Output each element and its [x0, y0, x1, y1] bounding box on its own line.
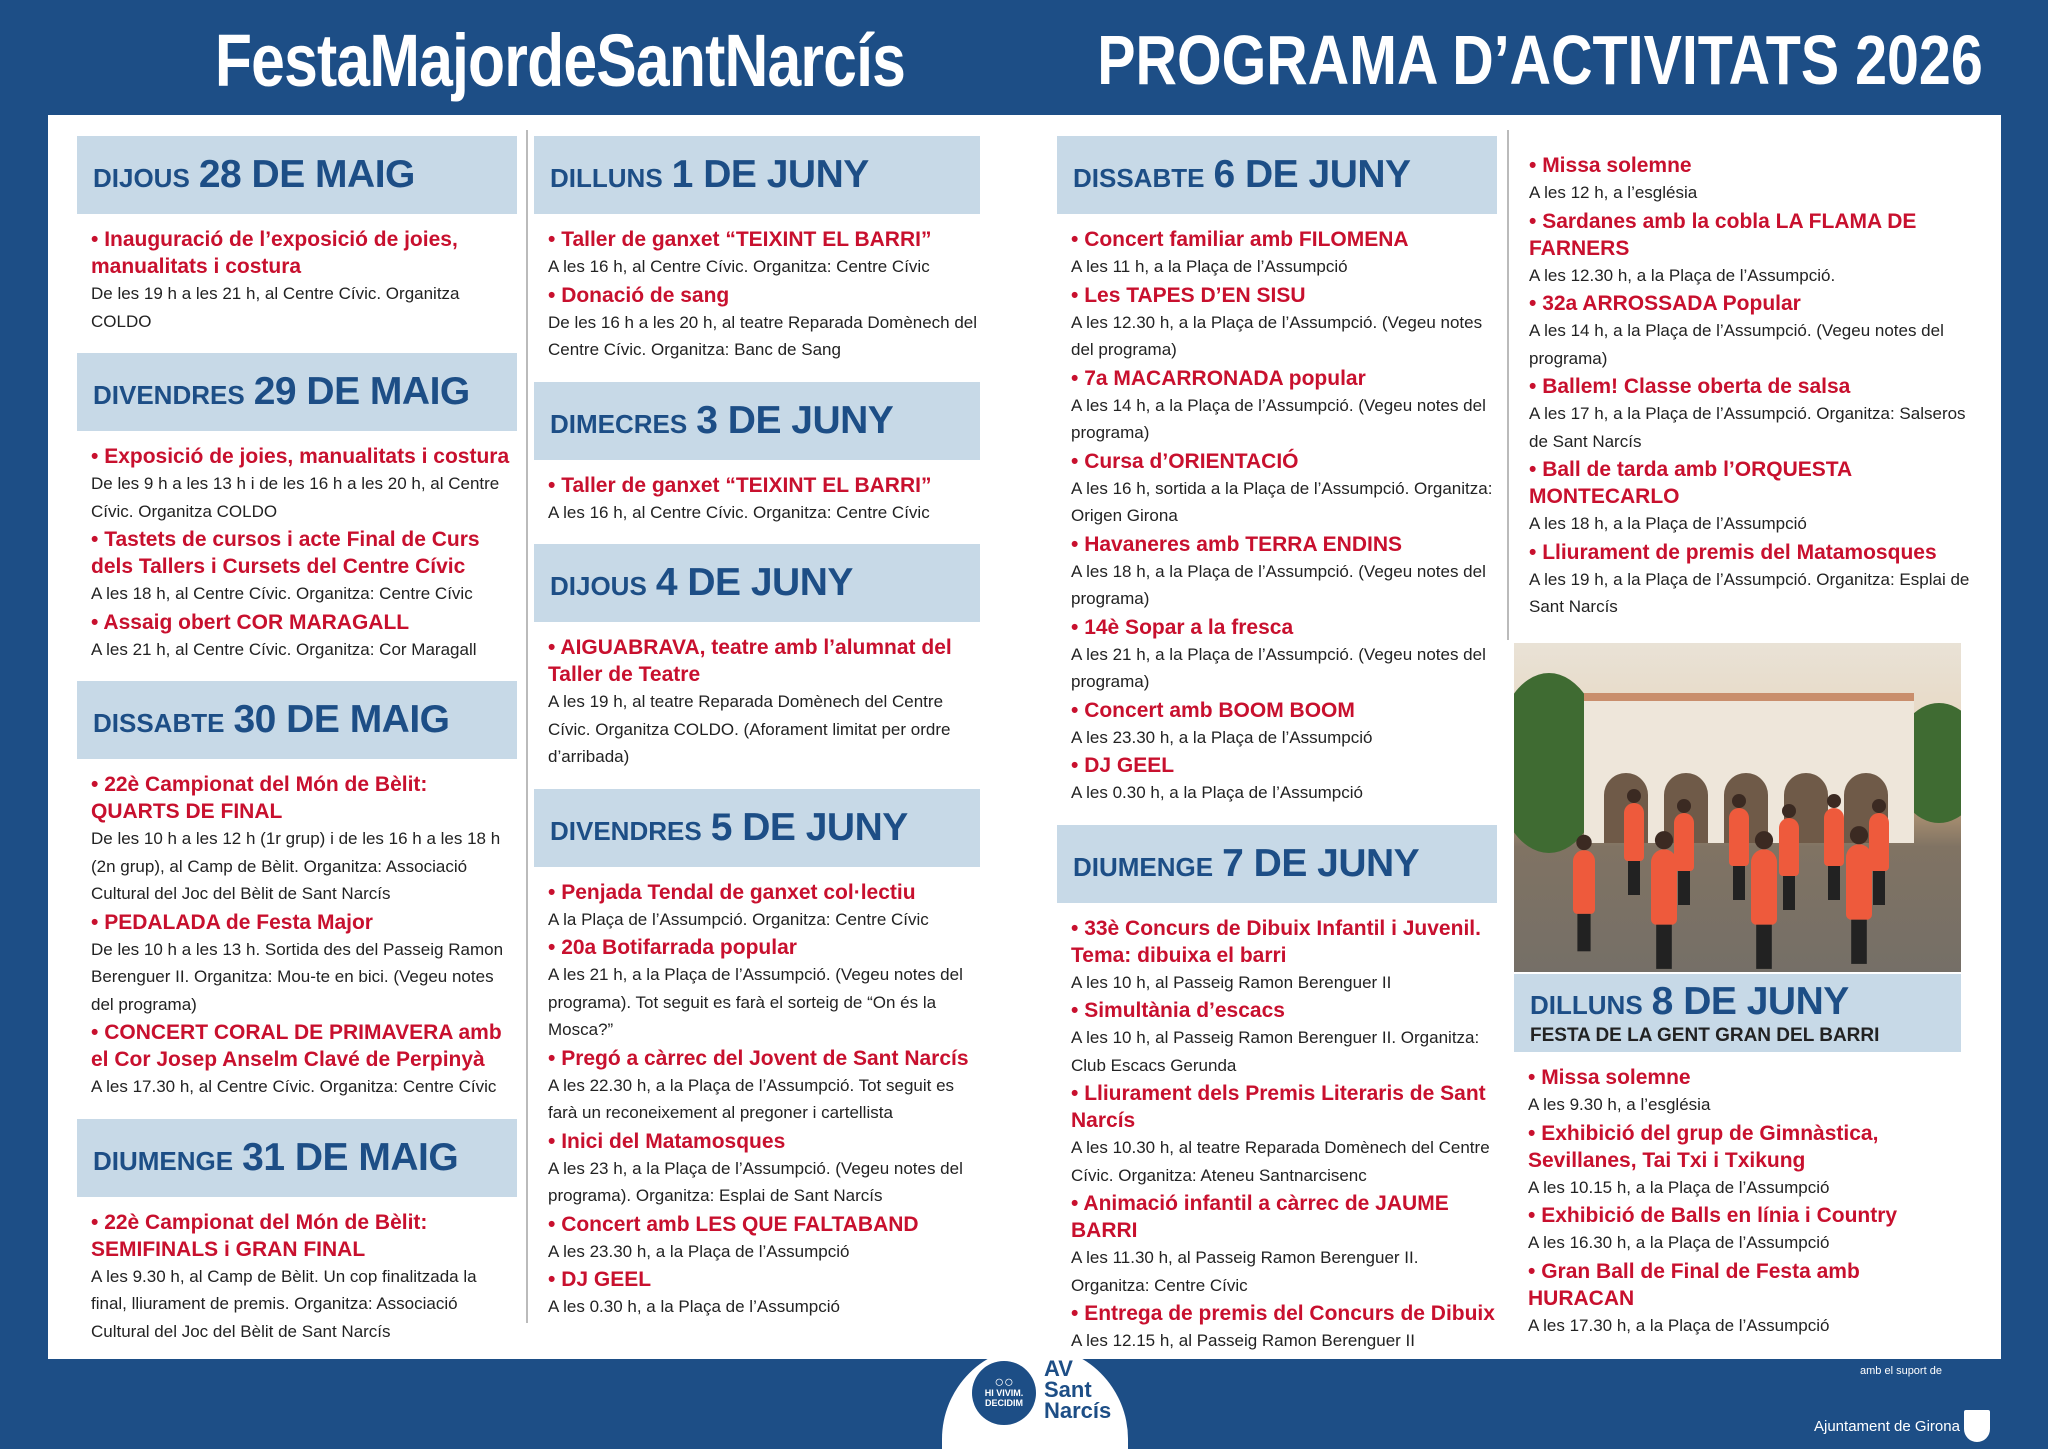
day-header-row [550, 806, 980, 850]
event-details: A les 0.30 h, a la Plaça de l’Assumpció [1071, 783, 1363, 802]
event-item [1529, 539, 1970, 621]
event-item [1071, 448, 1497, 530]
event-title: • DJ GEEL [548, 1266, 980, 1293]
event-details: A les 10 h, al Passeig Ramon Berenguer II [1071, 972, 1392, 992]
event-title: • Havaneres amb TERRA ENDINS [1071, 531, 1497, 558]
day-header-row [550, 561, 980, 605]
event-title: • AIGUABRAVA, teatre amb l’alumnat del Taller de Teatre [548, 634, 980, 688]
column-1 [77, 136, 517, 1363]
event-details: A les 14 h, a la Plaça de l’Assumpció. (Vegeu notes del programa) [1071, 395, 1486, 442]
event-item [548, 1211, 980, 1266]
event-title: • Animació infantil a càrrec de JAUME BARRI [1071, 1190, 1497, 1244]
event-title: • CONCERT CORAL DE PRIMAVERA amb el Cor Josep Anselm Clavé de Perpinyà [91, 1019, 517, 1073]
event-details: A les 12.30 h, a la Plaça de l’Assumpció. (Vegeu notes del programa) [1071, 312, 1483, 359]
day-header-row [93, 1136, 517, 1180]
date: 1 DE JUNY [671, 153, 869, 196]
event-details: A les 23.30 h, a la Plaça de l’Assumpció [548, 1241, 850, 1261]
event-details: A les 21 h, a la Plaça de l’Assumpció. (Vegeu notes del programa). Tot seguit es farà el sorteig de “On és la Mosca?” [548, 965, 963, 1039]
day-header [1057, 136, 1497, 214]
event-title: • Penjada Tendal de ganxet col·lectiu [548, 879, 980, 906]
weekday: DISSABTE [1073, 163, 1205, 193]
column-divider [526, 130, 528, 1323]
event-item [1071, 614, 1497, 696]
event-details: A les 17.30 h, a la Plaça de l’Assumpció [1528, 1315, 1830, 1335]
date: 6 DE JUNY [1213, 153, 1411, 196]
event-details: A les 11 h, a la Plaça de l’Assumpció [1071, 257, 1348, 276]
event-title: • Lliurament dels Premis Literaris de Sant Narcís [1071, 1080, 1497, 1134]
event-item [91, 1019, 517, 1101]
event-item [1528, 1064, 1961, 1119]
ajuntament-logo: Ajuntament de Girona [1814, 1410, 1990, 1442]
event-item [1529, 152, 1970, 207]
event-item [1529, 456, 1970, 538]
event-title: • PEDALADA de Festa Major [91, 909, 517, 936]
event-title: • Taller de ganxet “TEIXINT EL BARRI” [548, 472, 980, 499]
event-details: De les 16 h a les 20 h, al teatre Reparada Domènech del Centre Cívic. Organitza: Banc de Sang [548, 312, 978, 359]
event-title: • Inici del Matamosques [548, 1128, 980, 1155]
weekday: DIJOUS [550, 571, 647, 601]
weekday: DIMECRES [550, 408, 688, 439]
event-details: De les 10 h a les 12 h (1r grup) i de les 16 h a les 18 h (2n grup), al Camp de Bèlit. Organitza: Associació Cultural del Joc del Bèlit de Sant Narcís [91, 829, 501, 903]
event-title: • Donació de sang [548, 282, 980, 309]
event-title: • Concert familiar amb FILOMENA [1071, 226, 1497, 253]
day-header [534, 789, 980, 867]
weekday: DIUMENGE [93, 1145, 234, 1176]
event-title: • Entrega de premis del Concurs de Dibuix [1071, 1300, 1497, 1327]
day-section [534, 789, 980, 1321]
event-title: • Gran Ball de Final de Festa amb HURACAN [1528, 1258, 1961, 1312]
day-header-row [1073, 842, 1497, 886]
day-header [1057, 825, 1497, 903]
event-details: A les 18 h, a la Plaça de l’Assumpció [1529, 514, 1807, 533]
event-item [548, 1266, 980, 1321]
day-section [77, 136, 517, 335]
event-details: A les 16 h, al Centre Cívic. Organitza: Centre Cívic [548, 257, 930, 276]
event-title: • Simultània d’escacs [1071, 997, 1497, 1024]
event-details: A les 18 h, al Centre Cívic. Organitza: Centre Cívic [91, 584, 473, 603]
event-details: De les 10 h a les 13 h. Sortida des del Passeig Ramon Berenguer II. Organitza: Mou-te en bici. (Vegeu notes del programa) [91, 939, 504, 1014]
date: 4 DE JUNY [655, 561, 853, 604]
event-details: A les 9.30 h, al Camp de Bèlit. Un cop finalitzada la final, lliurament de premis. Organitza: Associació Cultural del Joc del Bèlit de Sant Narcís [91, 1266, 477, 1341]
event-details: A les 17 h, a la Plaça de l’Assumpció. Organitza: Salseros de Sant Narcís [1529, 404, 1966, 451]
weekday: DIJOUS [93, 163, 190, 193]
event-title: • 22è Campionat del Món de Bèlit: QUARTS DE FINAL [91, 771, 517, 825]
event-details: A les 18 h, a la Plaça de l’Assumpció. (Vegeu notes del programa) [1071, 561, 1486, 608]
event-item [1071, 1190, 1497, 1299]
event-item [1071, 1300, 1497, 1355]
event-item [91, 1209, 517, 1346]
event-title: • Missa solemne [1528, 1064, 1961, 1091]
day-section [1057, 136, 1497, 807]
day-section [534, 544, 980, 771]
girona-shield-icon [1964, 1410, 1990, 1442]
event-title: • Ballem! Classe oberta de salsa [1529, 373, 1970, 400]
event-title: • Pregó a càrrec del Jovent de Sant Narcís [548, 1045, 980, 1072]
event-details: A les 10 h, al Passeig Ramon Berenguer II. Organitza: Club Escacs Gerunda [1071, 1028, 1480, 1075]
day-header-row [93, 698, 517, 742]
event-photo [1514, 643, 1961, 972]
event-title: • Cursa d’ORIENTACIÓ [1071, 448, 1497, 475]
event-details: A les 22.30 h, a la Plaça de l’Assumpció. Tot seguit es farà un reconeixement al pregoner i cartellista [548, 1075, 955, 1122]
event-details: A les 23.30 h, a la Plaça de l’Assumpció [1071, 727, 1373, 747]
event-item [548, 1045, 980, 1127]
weekday: DILLUNS [1530, 989, 1643, 1020]
event-details: A les 0.30 h, a la Plaça de l’Assumpció [548, 1297, 840, 1316]
support-text: amb el suport de [1860, 1365, 1942, 1377]
event-title: • Ball de tarda amb l’ORQUESTA MONTECARLO [1529, 456, 1970, 510]
event-title: • Sardanes amb la cobla LA FLAMA DE FARNERS [1529, 208, 1970, 262]
event-item [548, 1128, 980, 1210]
day-header-row [93, 153, 517, 197]
date: 31 DE MAIG [242, 1135, 459, 1179]
day-header [1514, 974, 1961, 1052]
event-title: • Inauguració de l’exposició de joies, manualitats i costura [91, 226, 517, 280]
event-title: • Concert amb BOOM BOOM [1071, 697, 1497, 724]
event-details: A les 14 h, a la Plaça de l’Assumpció. (Vegeu notes del programa) [1529, 321, 1944, 368]
weekday: DIVENDRES [93, 380, 245, 410]
event-item [91, 526, 517, 608]
logo-slogan: HI VIVIM. DECIDIM [984, 1388, 1024, 1408]
event-item [1071, 365, 1497, 447]
day-header-row [550, 399, 980, 443]
event-details: A la Plaça de l’Assumpció. Organitza: Centre Cívic [548, 909, 929, 929]
event-title: • Taller de ganxet “TEIXINT EL BARRI” [548, 226, 980, 253]
event-item [1071, 997, 1497, 1079]
day-header [77, 1119, 517, 1197]
weekday: DISSABTE [93, 708, 225, 738]
event-title: • 33è Concurs de Dibuix Infantil i Juvenil. Tema: dibuixa el barri [1071, 915, 1497, 969]
program-title: PROGRAMA D’ACTIVITATS 2026 [1097, 21, 1983, 99]
event-title: • 14è Sopar a la fresca [1071, 614, 1497, 641]
event-title: • Missa solemne [1529, 152, 1970, 179]
event-details: A les 12.30 h, a la Plaça de l’Assumpció. [1529, 265, 1836, 285]
day-header [77, 681, 517, 759]
weekday: DIUMENGE [1073, 851, 1214, 882]
event-item [1071, 752, 1497, 807]
event-details: A les 9.30 h, a l’església [1528, 1095, 1711, 1114]
date: 30 DE MAIG [233, 698, 450, 741]
event-details: De les 9 h a les 13 h i de les 16 h a les 20 h, al Centre Cívic. Organitza COLDO [91, 474, 500, 521]
event-item [91, 226, 517, 335]
weekday: DIVENDRES [550, 815, 702, 846]
event-details: A les 11.30 h, al Passeig Ramon Berenguer II. Organitza: Centre Cívic [1071, 1248, 1419, 1295]
event-details: A les 10.30 h, al teatre Reparada Domènech del Centre Cívic. Organitza: Ateneu Santnarcisenc [1071, 1138, 1490, 1185]
event-details: A les 21 h, a la Plaça de l’Assumpció. (Vegeu notes del programa) [1071, 644, 1486, 691]
event-item [548, 472, 980, 527]
event-item [548, 226, 980, 281]
event-details: A les 16.30 h, a la Plaça de l’Assumpció [1528, 1233, 1830, 1252]
event-title: • Tastets de cursos i acte Final de Curs dels Tallers i Cursets del Centre Cívic [91, 526, 517, 580]
day-header-row [1073, 153, 1497, 197]
event-details: De les 19 h a les 21 h, al Centre Cívic. Organitza COLDO [91, 284, 460, 331]
event-item [1529, 290, 1970, 372]
date: 8 DE JUNY [1651, 979, 1849, 1023]
column-4-continued [1515, 152, 1970, 622]
event-title: • 22è Campionat del Món de Bèlit: SEMIFINALS i GRAN FINAL [91, 1209, 517, 1263]
event-details: A les 19 h, a la Plaça de l’Assumpció. Organitza: Esplai de Sant Narcís [1529, 569, 1970, 616]
event-title: • Lliurament de premis del Matamosques [1529, 539, 1970, 566]
event-details: A les 17.30 h, al Centre Cívic. Organitza: Centre Cívic [91, 1077, 497, 1096]
event-item [91, 771, 517, 908]
event-title: • 7a MACARRONADA popular [1071, 365, 1497, 392]
event-details: A les 19 h, al teatre Reparada Domènech del Centre Cívic. Organitza COLDO. (Aforament limitat per ordre d’arribada) [548, 692, 951, 766]
event-item [1071, 226, 1497, 281]
event-item [91, 443, 517, 525]
date: 7 DE JUNY [1222, 841, 1420, 885]
day-header [77, 136, 517, 214]
day-header-row [93, 370, 517, 414]
day-section [77, 353, 517, 663]
event-item [91, 609, 517, 664]
event-details: A les 10.15 h, a la Plaça de l’Assumpció [1528, 1177, 1830, 1197]
event-item [1071, 1080, 1497, 1189]
day-section [534, 136, 980, 364]
event-details: A les 12 h, a l’església [1529, 183, 1698, 202]
festival-title: FestaMajordeSantNarcís [214, 18, 906, 102]
day-header [77, 353, 517, 431]
people-icon: ○○ HI VIVIM. DECIDIM [972, 1361, 1036, 1425]
event-item [548, 879, 980, 934]
date: 3 DE JUNY [696, 398, 894, 442]
day-header [534, 382, 980, 460]
event-title: • Exhibició de Balls en línia i Country [1528, 1202, 1961, 1229]
event-item [1528, 1202, 1961, 1257]
day-header [534, 544, 980, 622]
event-title: • Exhibició del grup de Gimnàstica, Sevillanes, Tai Txi i Txikung [1528, 1120, 1961, 1174]
event-item [1071, 531, 1497, 613]
day-header [534, 136, 980, 214]
event-item [1529, 208, 1970, 290]
event-details: A les 16 h, sortida a la Plaça de l’Assumpció. Organitza: Origen Girona [1071, 478, 1493, 525]
event-details: A les 21 h, al Centre Cívic. Organitza: Cor Maragall [91, 639, 477, 659]
event-item [1528, 1258, 1961, 1340]
day-header-row [1530, 980, 1961, 1024]
event-title: • Les TAPES D’EN SISU [1071, 282, 1497, 309]
event-item [548, 634, 980, 771]
event-title: • 32a ARROSSADA Popular [1529, 290, 1970, 317]
day-section [77, 1119, 517, 1346]
event-title: • Concert amb LES QUE FALTABAND [548, 1211, 980, 1238]
day-header-row [550, 153, 980, 197]
av-sant-narcis-logo [942, 1346, 1128, 1449]
event-details: A les 12.15 h, al Passeig Ramon Berenguer II [1071, 1331, 1415, 1350]
date: 28 DE MAIG [198, 153, 415, 196]
day-subtitle: FESTA DE LA GENT GRAN DEL BARRI [1530, 1024, 1880, 1046]
event-item [91, 909, 517, 1019]
weekday: DILLUNS [550, 163, 663, 193]
event-title: • 20a Botifarrada popular [548, 934, 980, 961]
day-section [534, 382, 980, 527]
event-item [548, 934, 980, 1044]
event-title: • DJ GEEL [1071, 752, 1497, 779]
event-title: • Exposició de joies, manualitats i costura [91, 443, 517, 470]
date: 29 DE MAIG [253, 370, 470, 413]
event-item [1529, 373, 1970, 455]
event-item [1071, 282, 1497, 364]
event-item [1071, 697, 1497, 752]
column-divider [1507, 130, 1509, 640]
day-section [77, 681, 517, 1101]
day-section [1057, 825, 1497, 1355]
column-2 [534, 136, 980, 1339]
column-4-day [1514, 974, 1961, 1340]
date: 5 DE JUNY [710, 805, 908, 849]
event-details: A les 16 h, al Centre Cívic. Organitza: Centre Cívic [548, 502, 930, 522]
av-wordmark: AV Sant Narcís [1044, 1356, 1112, 1423]
column-3 [1057, 136, 1497, 1373]
event-item [1071, 915, 1497, 997]
event-title: • Assaig obert COR MARAGALL [91, 609, 517, 636]
event-details: A les 23 h, a la Plaça de l’Assumpció. (Vegeu notes del programa). Organitza: Esplai de Sant Narcís [548, 1158, 963, 1205]
event-item [548, 282, 980, 364]
event-item [1528, 1120, 1961, 1202]
